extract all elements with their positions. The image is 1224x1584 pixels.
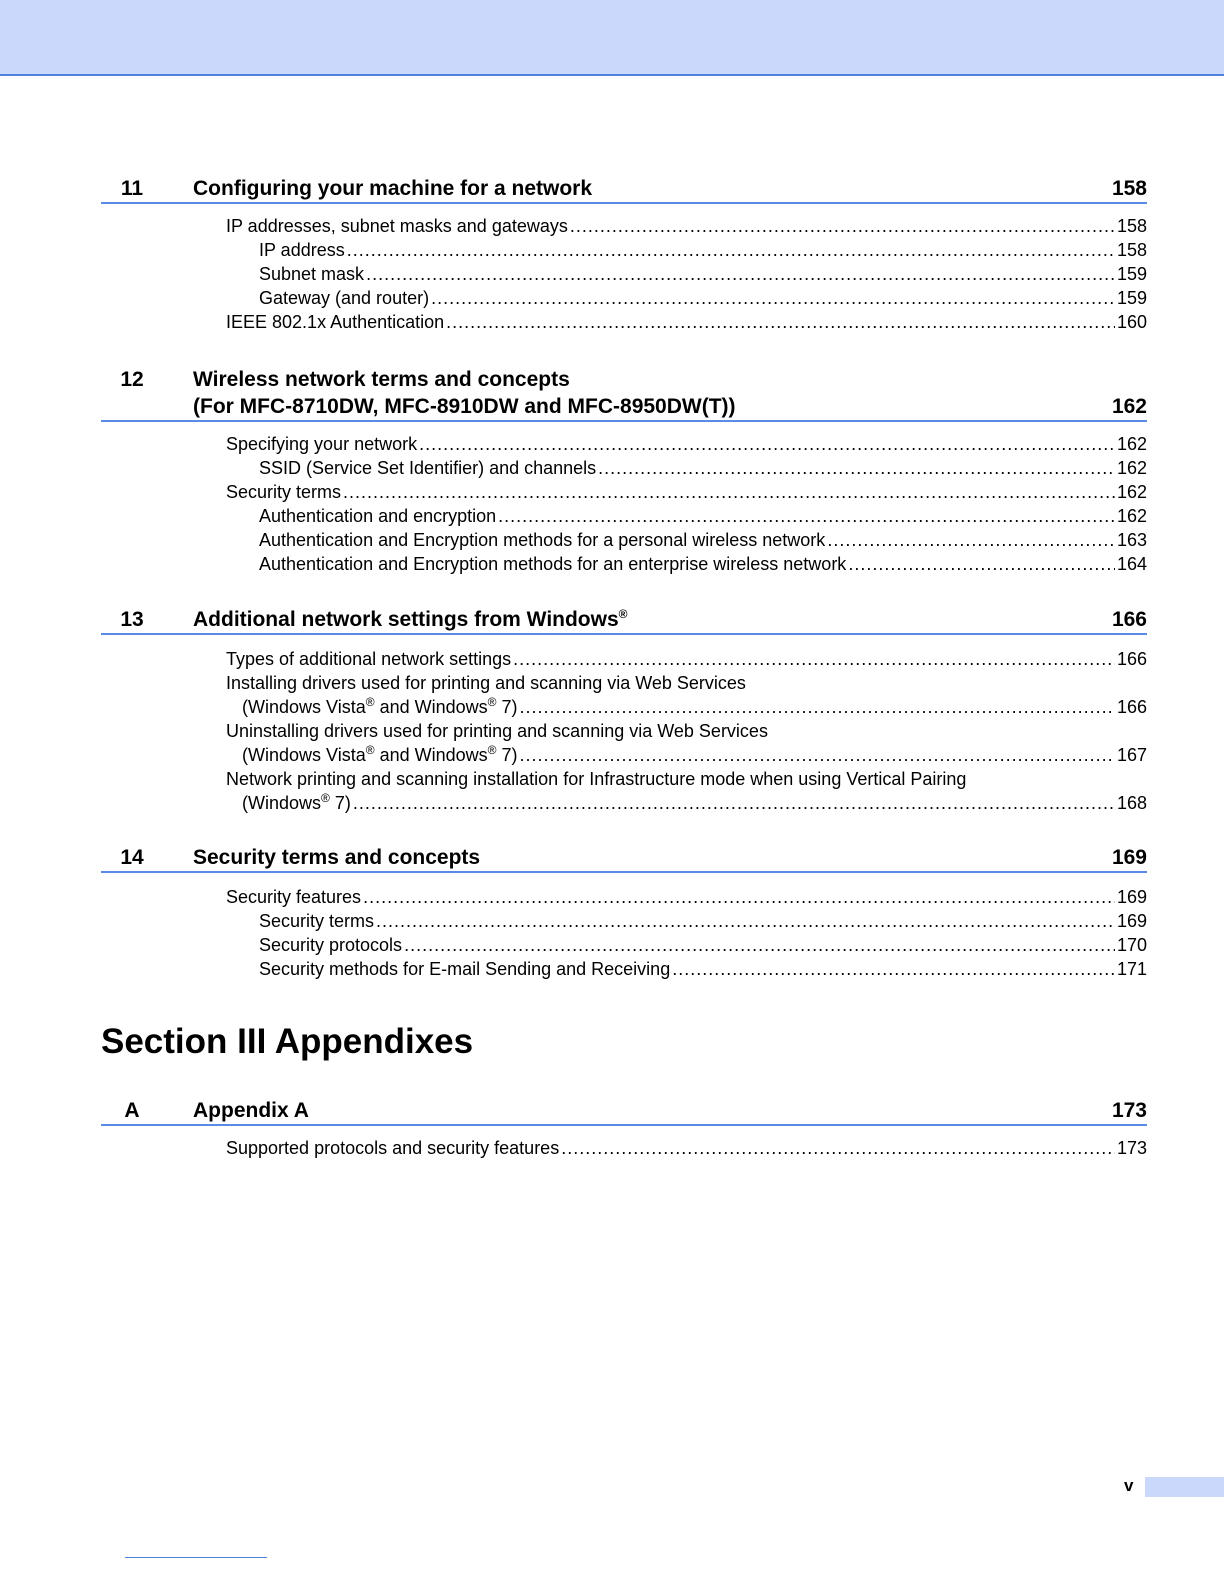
toc-entries bbox=[101, 432, 1147, 576]
toc-entry[interactable]: Gateway (and router) ..... 159 bbox=[101, 286, 1147, 310]
toc-entry[interactable]: Subnet mask ..... 159 bbox=[101, 262, 1147, 286]
chapter-heading bbox=[101, 175, 1147, 204]
toc-entry[interactable]: IP address ..... 158 bbox=[101, 238, 1147, 262]
chapter-title[interactable]: Security terms and concepts bbox=[193, 846, 481, 869]
chapter-number: 12 bbox=[120, 368, 144, 391]
chapter-heading bbox=[101, 366, 1147, 422]
chapter-title-line: (For MFC-8710DW, MFC-8910DW and MFC-8950DW(T)) bbox=[193, 395, 736, 418]
toc-entry[interactable]: Types of additional network settings ..... 166 bbox=[101, 647, 1147, 671]
chapter-title[interactable]: Appendix A bbox=[193, 1099, 309, 1122]
toc-entry[interactable]: Authentication and Encryption methods for an enterprise wireless network ..... 164 bbox=[101, 552, 1147, 576]
toc-entry-continuation: (Windows Vista® and Windows® 7) ..... 166 bbox=[101, 695, 1147, 719]
toc-entry-continuation: (Windows Vista® and Windows® 7) ..... 167 bbox=[101, 743, 1147, 767]
toc-entry-line: Uninstalling drivers used for printing and scanning via Web Services bbox=[226, 721, 768, 741]
toc-entry-wrapped[interactable] bbox=[101, 671, 1147, 719]
chapter-11 bbox=[101, 175, 1147, 334]
toc-entries bbox=[101, 885, 1147, 981]
toc-entry[interactable]: Authentication and Encryption methods for a personal wireless network ..... 163 bbox=[101, 528, 1147, 552]
page-number: v bbox=[1124, 1476, 1134, 1495]
toc-entry-continuation: (Windows® 7) ..... 168 bbox=[101, 791, 1147, 815]
toc-entry[interactable]: Security protocols ..... 170 bbox=[101, 933, 1147, 957]
chapter-title[interactable]: Configuring your machine for a network bbox=[193, 177, 593, 200]
chapter-page: 166 bbox=[1111, 608, 1147, 631]
toc-entries bbox=[101, 214, 1147, 334]
toc-entry[interactable]: Authentication and encryption ..... 162 bbox=[101, 504, 1147, 528]
toc-entries bbox=[101, 1136, 1147, 1160]
chapter-page: 162 bbox=[1111, 395, 1147, 418]
chapter-page: 158 bbox=[1111, 177, 1147, 200]
chapter-14 bbox=[101, 844, 1147, 981]
toc-entry[interactable]: Supported protocols and security features ..... 173 bbox=[101, 1136, 1147, 1160]
toc-entry[interactable]: Security methods for E-mail Sending and Receiving ..... 171 bbox=[101, 957, 1147, 981]
chapter-number: 14 bbox=[120, 846, 144, 869]
chapter-title[interactable] bbox=[193, 366, 1067, 420]
toc-entry[interactable]: Security features ..... 169 bbox=[101, 885, 1147, 909]
toc-entry-wrapped[interactable] bbox=[101, 719, 1147, 767]
header-band bbox=[0, 0, 1224, 76]
toc-entry[interactable]: SSID (Service Set Identifier) and channels ..... 162 bbox=[101, 456, 1147, 480]
toc-entries bbox=[101, 647, 1147, 815]
page-tab bbox=[1145, 1477, 1224, 1497]
chapter-number: 13 bbox=[120, 608, 144, 631]
chapter-13 bbox=[101, 606, 1147, 815]
toc-entry-line: Installing drivers used for printing and scanning via Web Services bbox=[226, 673, 746, 693]
toc-entry[interactable]: Specifying your network ..... 162 bbox=[101, 432, 1147, 456]
chapter-title[interactable]: Additional network settings from Windows® bbox=[193, 607, 628, 631]
section-title: Section III Appendixes bbox=[101, 1022, 474, 1061]
toc-entry[interactable]: Security terms ..... 162 bbox=[101, 480, 1147, 504]
toc-entry[interactable]: Security terms ..... 169 bbox=[101, 909, 1147, 933]
toc-entry-line: Network printing and scanning installation for Infrastructure mode when using Vertical Pairing bbox=[226, 769, 967, 789]
toc-entry[interactable]: IEEE 802.1x Authentication ..... 160 bbox=[101, 310, 1147, 334]
toc-entry-wrapped[interactable] bbox=[101, 767, 1147, 815]
chapter-title-line: Wireless network terms and concepts bbox=[193, 368, 570, 391]
chapter-heading bbox=[101, 606, 1147, 635]
footer-rule bbox=[125, 1557, 267, 1558]
chapter-number: A bbox=[124, 1099, 140, 1122]
chapter-appendix-a bbox=[101, 1097, 1147, 1160]
chapter-number: 11 bbox=[120, 177, 144, 200]
toc-entry[interactable]: IP addresses, subnet masks and gateways ..... 158 bbox=[101, 214, 1147, 238]
chapter-heading bbox=[101, 1097, 1147, 1126]
chapter-page: 173 bbox=[1111, 1099, 1147, 1122]
chapter-heading bbox=[101, 844, 1147, 873]
chapter-12 bbox=[101, 366, 1147, 576]
chapter-page: 169 bbox=[1111, 846, 1147, 869]
registered-mark: ® bbox=[618, 607, 628, 621]
